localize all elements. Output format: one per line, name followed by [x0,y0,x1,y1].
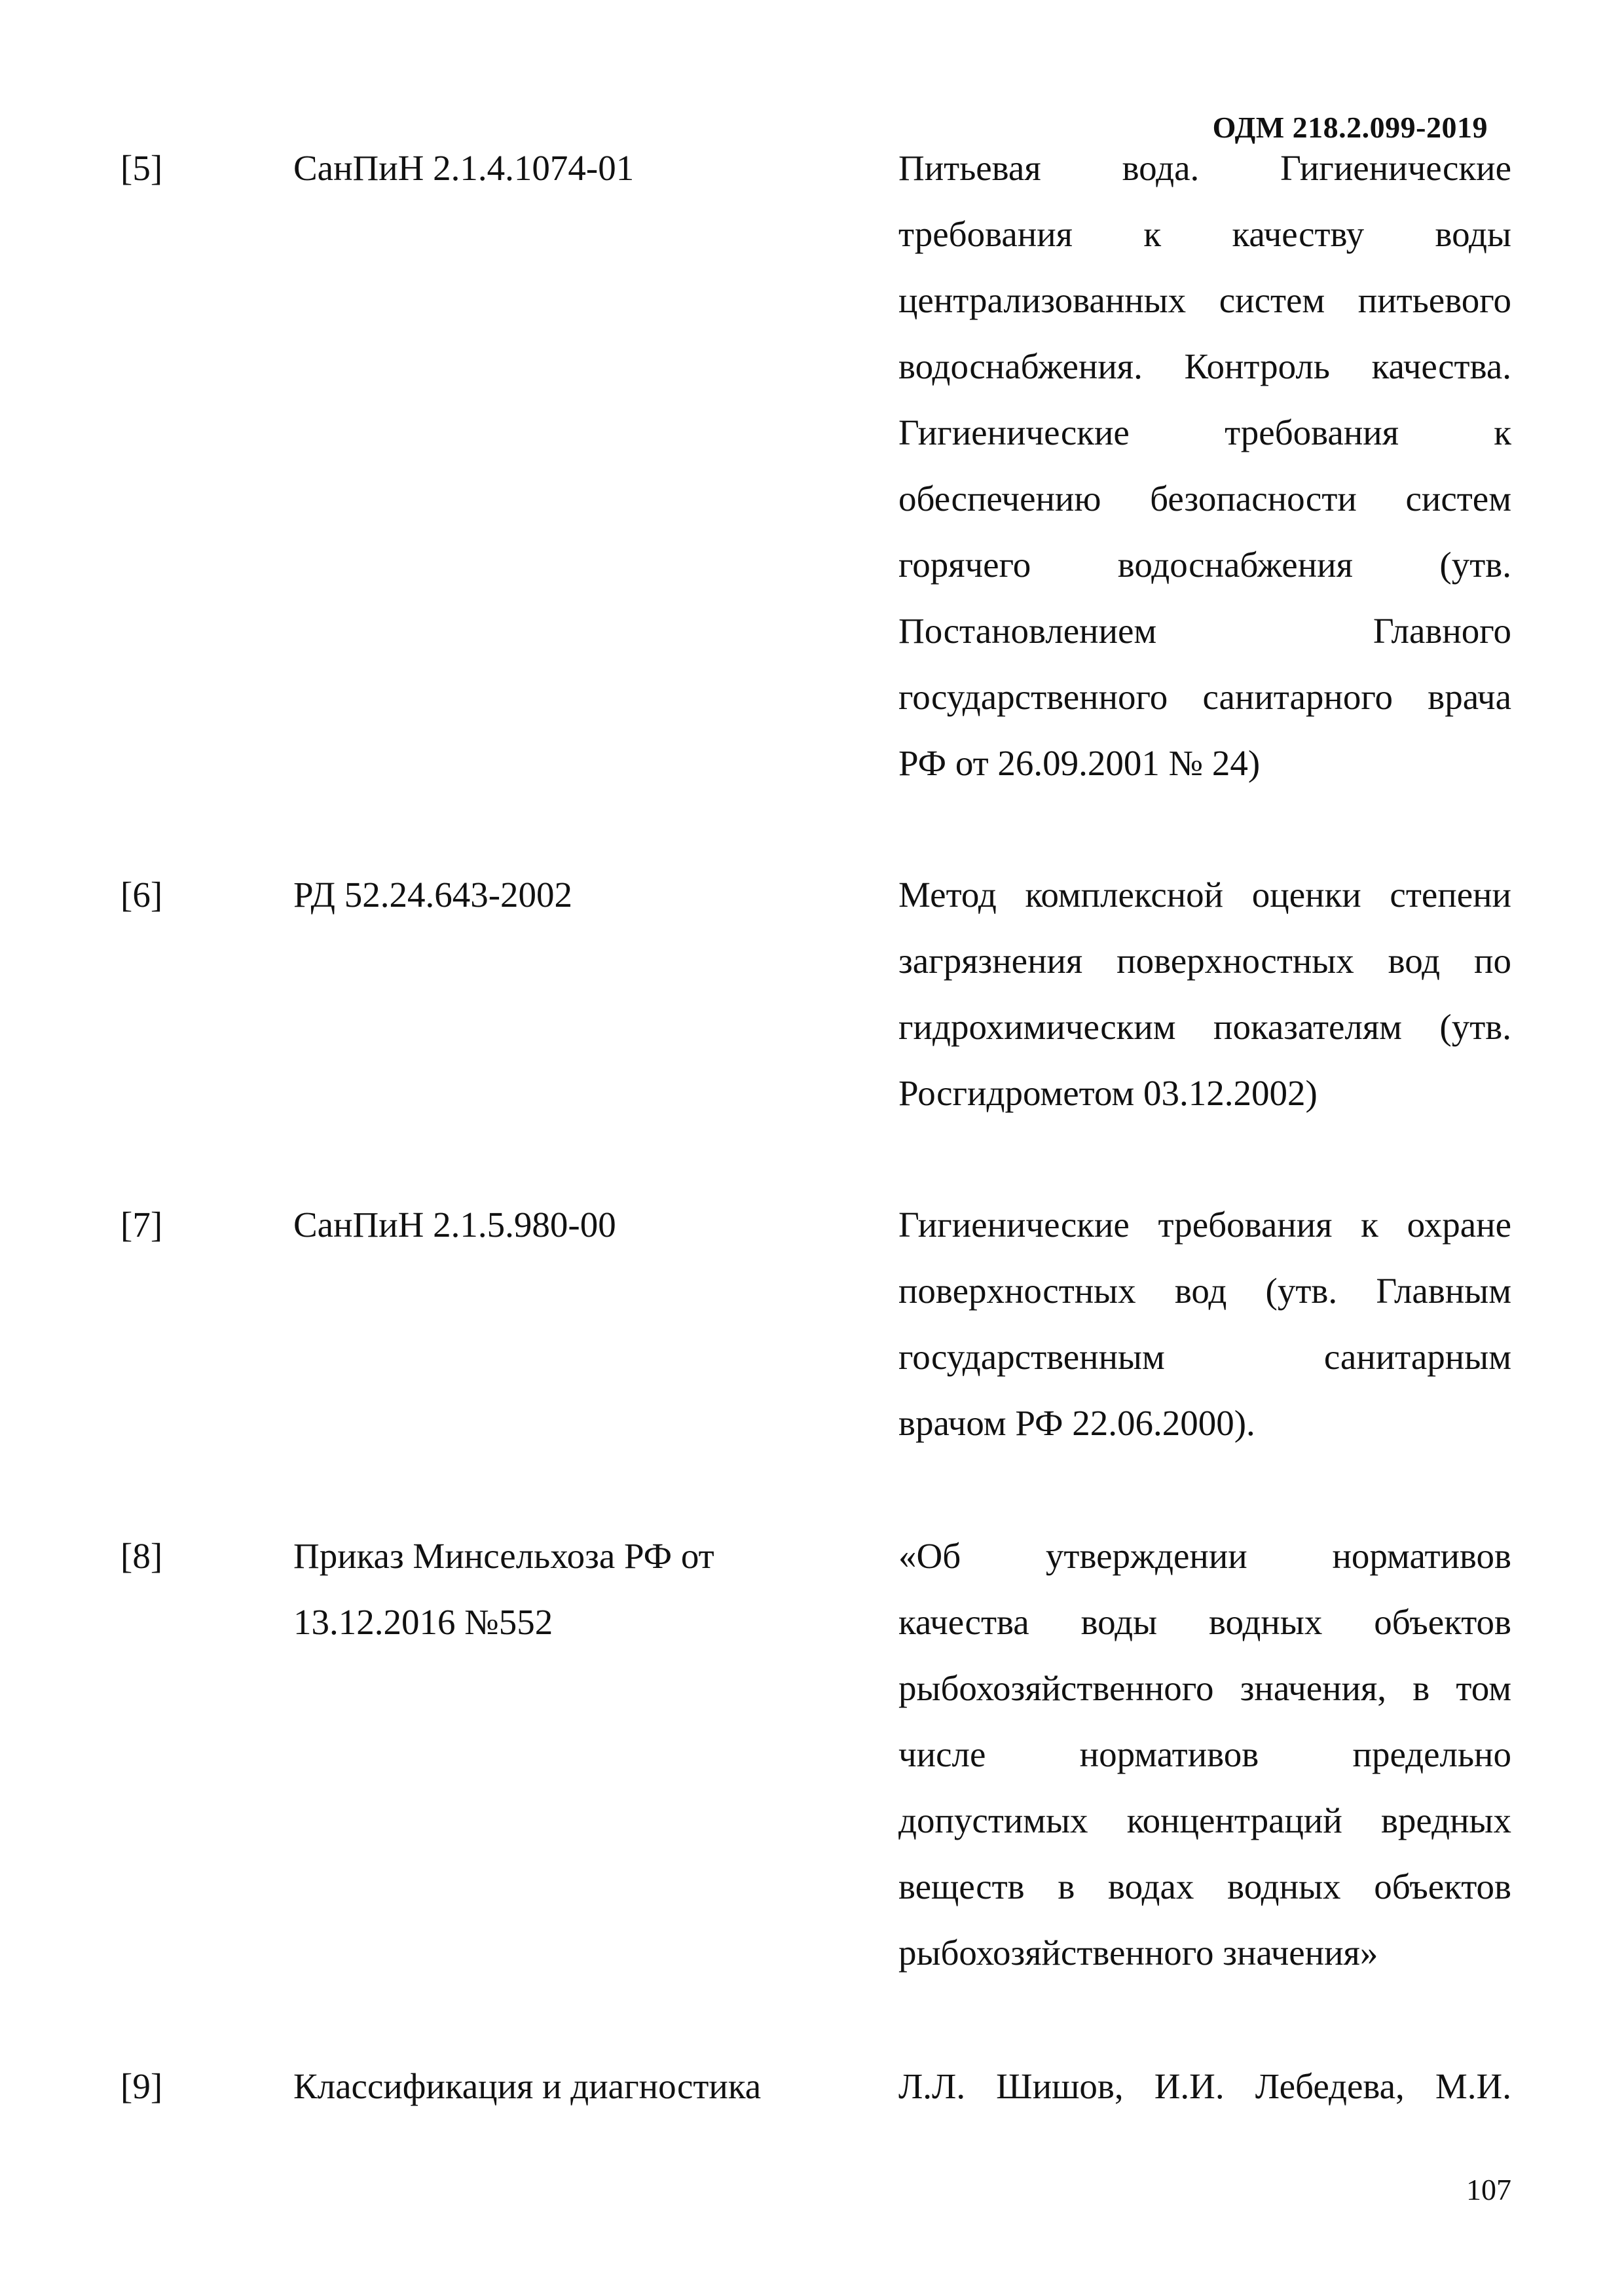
entry-description [898,135,1511,796]
description-line: требования к качеству воды [898,214,1511,254]
description-line: допустимых концентраций вредных [898,1800,1511,1840]
description-line: государственным санитарным [898,1337,1511,1377]
description-line: врачом РФ 22.06.2000). [898,1403,1255,1443]
description-line: Метод комплексной оценки степени [898,875,1511,915]
entry-description [898,862,1511,1126]
description-line: качества воды водных объектов [898,1602,1511,1642]
entry-description [898,1192,1511,1456]
page-number: 107 [1466,2173,1511,2206]
entry-reference: СанПиН 2.1.5.980-00 [293,1205,616,1245]
description-line: рыбохозяйственного значения, в том [898,1668,1511,1708]
entry-number: [6] [120,875,163,915]
description-line: рыбохозяйственного значения» [898,1933,1378,1973]
entry-description [898,1523,1511,1986]
description-line: централизованных систем питьевого [898,280,1511,320]
description-line: горячего водоснабжения (утв. [898,545,1511,585]
description-line: гидрохимическим показателям (утв. [898,1007,1511,1047]
reference-line: 13.12.2016 №552 [293,1602,553,1642]
entry-number: [7] [120,1205,163,1245]
description-line: обеспечению безопасности систем [898,479,1511,519]
entry-reference: РД 52.24.643-2002 [293,875,573,915]
entry-number: [8] [120,1536,163,1576]
description-line: Л.Л. Шишов, И.И. Лебедева, М.И. [898,2066,1511,2106]
entry-number: [5] [120,148,163,188]
description-line: водоснабжения. Контроль качества. [898,346,1511,386]
description-line: Гигиенические требования к [898,412,1511,452]
description-line: числе нормативов предельно [898,1734,1511,1774]
entry-reference [293,1523,830,1655]
document-code: ОДМ 218.2.099-2019 [1212,111,1488,144]
description-line: государственного санитарного врача [898,677,1511,717]
description-line: «Об утверждении нормативов [898,1536,1511,1576]
entry-description [898,2053,1511,2119]
description-line: РФ от 26.09.2001 № 24) [898,743,1261,783]
description-line: Питьевая вода. Гигиенические [898,148,1511,188]
description-line: Росгидрометом 03.12.2002) [898,1073,1318,1113]
description-line: веществ в водах водных объектов [898,1867,1511,1906]
entry-reference: Классификация и диагностика [293,2066,762,2106]
description-line: Постановлением Главного [898,611,1511,651]
description-line: загрязнения поверхностных вод по [898,941,1511,981]
description-line: Гигиенические требования к охране [898,1205,1511,1245]
reference-line: Приказ Минсельхоза РФ от [293,1536,714,1576]
entry-reference: СанПиН 2.1.4.1074-01 [293,148,635,188]
description-line: поверхностных вод (утв. Главным [898,1271,1511,1311]
entry-number: [9] [120,2066,163,2106]
